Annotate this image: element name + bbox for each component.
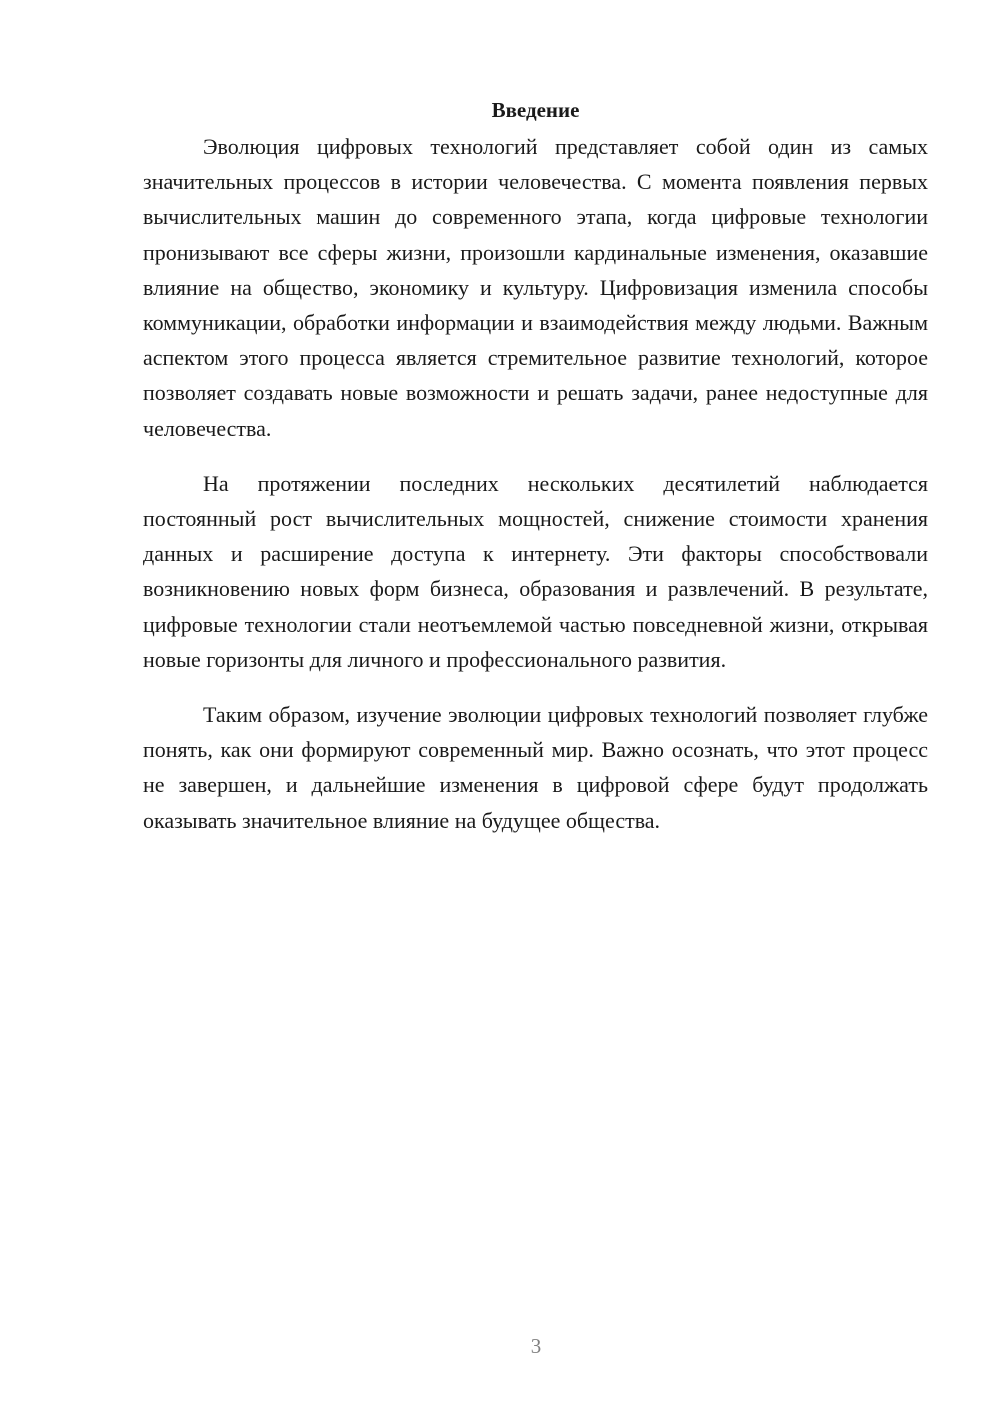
paragraph-1: Эволюция цифровых технологий представляет собой один из самых значительных процессов в истории человечества. С момента появления первых вычислительных машин до современного этапа, когда цифровые технологии пронизывают все сферы жизни, произошли кардинальные изменения, оказавшие влияние на общество, экономику и культуру. Цифровизация изменила способы коммуникации, обработки информации и взаимодействия между людьми. Важным аспектом этого процесса является стремительное развитие технологий, которое позволяет создавать новые возможности и решать задачи, ранее недоступные для человечества. xyxy=(143,134,928,441)
paragraph-3: Таким образом, изучение эволюции цифровых технологий позволяет глубже понять, как они формируют современный мир. Важно осознать, что этот процесс не завершен, и дальнейшие изменения в цифровой сфере будут продолжать оказывать значительное влияние на будущее общества. xyxy=(143,702,928,833)
page-number: 3 xyxy=(530,1334,542,1358)
section-heading: Введение xyxy=(491,98,580,122)
paragraph-2: На протяжении последних нескольких десятилетий наблюдается постоянный рост вычислительных мощностей, снижение стоимости хранения данных и расширение доступа к интернету. Эти факторы способствовали возникновению новых форм бизнеса, образования и развлечений. В результате, цифровые технологии стали неотъемлемой частью повседневной жизни, открывая новые горизонты для личного и профессионального развития. xyxy=(143,470,928,672)
page-content xyxy=(143,95,928,858)
